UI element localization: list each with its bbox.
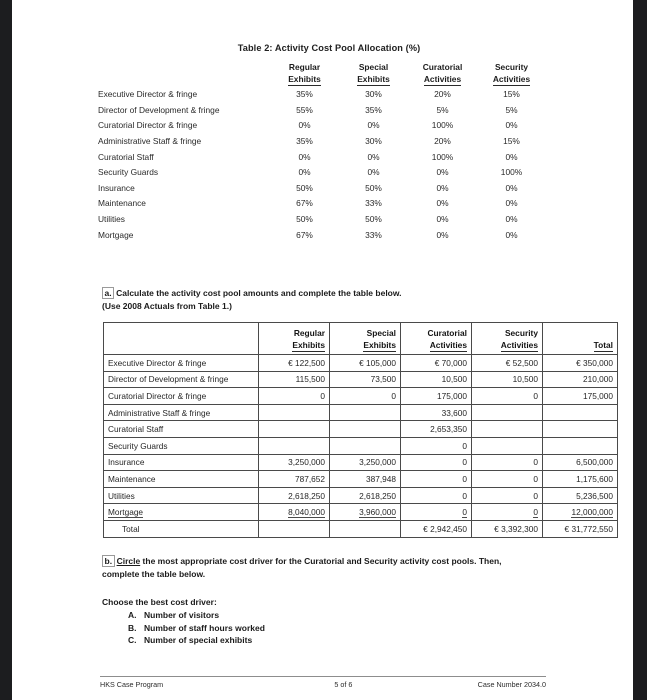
cell-security[interactable]	[472, 437, 543, 454]
cell-curatorial: 0%	[436, 198, 449, 209]
question-a-line1	[102, 287, 402, 300]
cell-special[interactable]	[330, 504, 401, 521]
cell-special: 0%	[367, 167, 380, 178]
table3-total-row	[104, 520, 618, 537]
cell-special[interactable]	[330, 404, 401, 421]
cell-regular[interactable]: 115,500	[259, 371, 330, 388]
row-label: Curatorial Director & fringe	[98, 120, 198, 131]
cell-security: 0%	[505, 120, 518, 131]
choice-option-b[interactable]	[102, 622, 265, 634]
table-row	[98, 181, 546, 197]
cell-total[interactable]	[543, 421, 618, 438]
cell-curatorial: 20%	[434, 89, 451, 100]
question-b-text: the most appropriate cost driver for the Curatorial and Security activity cost pools. Then,	[140, 556, 502, 566]
table2-header-security-activities	[477, 62, 546, 87]
table2-header-special-exhibits	[339, 62, 408, 87]
cell-total[interactable]	[543, 404, 618, 421]
table-row	[98, 87, 546, 103]
header-line1: Special	[358, 62, 389, 72]
header-line2: Activities	[424, 74, 461, 87]
question-b-marker: b.	[102, 555, 115, 567]
cell-special: 0%	[367, 151, 380, 162]
cell-regular[interactable]: 3,250,000	[259, 454, 330, 471]
row-label	[104, 504, 259, 521]
row-label: Executive Director & fringe	[104, 355, 259, 372]
table-row	[104, 421, 618, 438]
total-cell-special[interactable]	[330, 520, 401, 537]
choice-letter: B.	[128, 622, 137, 633]
cell-curatorial[interactable]: € 70,000	[401, 355, 472, 372]
choice-letter: A.	[128, 610, 137, 621]
total-cell-regular[interactable]	[259, 520, 330, 537]
row-label: Mortgage	[98, 229, 134, 240]
cell-special[interactable]: 0	[330, 388, 401, 405]
question-a-line2: (Use 2008 Actuals from Table 1.)	[102, 301, 232, 311]
cell-security: 15%	[503, 89, 520, 100]
cell-security: 0%	[505, 229, 518, 240]
table-row	[104, 355, 618, 372]
cell-regular[interactable]	[259, 421, 330, 438]
cell-regular: 67%	[296, 229, 313, 240]
table-row	[98, 118, 546, 134]
cell-value: 12,000,000	[571, 506, 613, 517]
cost-driver-choices	[102, 596, 265, 647]
cell-security: 0%	[505, 213, 518, 224]
cell-special[interactable]: 387,948	[330, 471, 401, 488]
footer-left: HKS Case Program	[100, 680, 164, 689]
header-line2: Activities	[493, 74, 530, 87]
cell-security: 0%	[505, 151, 518, 162]
cell-curatorial: 0%	[436, 229, 449, 240]
cell-special: 30%	[365, 135, 382, 146]
cell-value: 0	[533, 506, 538, 517]
table2	[98, 62, 546, 243]
cell-security: 0%	[505, 182, 518, 193]
cell-regular: 67%	[296, 198, 313, 209]
cell-regular: 0%	[298, 120, 311, 131]
cell-total[interactable]: 210,000	[543, 371, 618, 388]
cell-curatorial[interactable]: 33,600	[401, 404, 472, 421]
cell-curatorial: 0%	[436, 213, 449, 224]
table-row	[104, 454, 618, 471]
table3-header-regular-exhibits	[259, 323, 330, 355]
cell-curatorial[interactable]: 0	[401, 454, 472, 471]
cell-regular: 35%	[296, 89, 313, 100]
table3-header-row	[104, 323, 618, 355]
row-label: Curatorial Staff	[98, 151, 154, 162]
table2-header-curatorial-activities	[408, 62, 477, 87]
header-line2: Activities	[430, 340, 467, 352]
header-line2: Exhibits	[292, 340, 325, 352]
table3-header-curatorial-activities	[401, 323, 472, 355]
cell-total[interactable]: 5,236,500	[543, 487, 618, 504]
cell-total[interactable]: 1,175,600	[543, 471, 618, 488]
cell-regular: 0%	[298, 167, 311, 178]
cell-regular[interactable]	[259, 437, 330, 454]
cell-security: 0%	[505, 198, 518, 209]
table2-section	[98, 43, 546, 243]
question-b-line1	[102, 555, 502, 568]
cell-special[interactable]: 3,250,000	[330, 454, 401, 471]
footer-page-number: 5 of 6	[334, 680, 353, 689]
choice-text: Number of special exhibits	[144, 635, 253, 646]
cell-special: 33%	[365, 229, 382, 240]
table3-header-special-exhibits	[330, 323, 401, 355]
cell-special: 50%	[365, 182, 382, 193]
table-row	[98, 103, 546, 119]
header-line2: Exhibits	[363, 340, 396, 352]
cell-security[interactable]	[472, 504, 543, 521]
table3-header-blank	[104, 323, 259, 355]
table-row	[104, 388, 618, 405]
cell-security: 100%	[500, 167, 523, 178]
cell-special[interactable]: 2,618,250	[330, 487, 401, 504]
cell-special: 33%	[365, 198, 382, 209]
cell-total[interactable]: 175,000	[543, 388, 618, 405]
choice-option-a[interactable]	[102, 609, 265, 621]
table3-header-security-activities	[472, 323, 543, 355]
cell-security[interactable]	[472, 421, 543, 438]
cell-special[interactable]: € 105,000	[330, 355, 401, 372]
choice-text: Number of staff hours worked	[144, 622, 265, 633]
table2-header-row	[98, 62, 546, 87]
table2-header-blank	[98, 62, 270, 87]
row-label: Curatorial Staff	[104, 421, 259, 438]
row-label: Security Guards	[104, 437, 259, 454]
cell-total[interactable]	[543, 437, 618, 454]
header-line1: Special	[366, 328, 396, 339]
footer-right: Case Number 2034.0	[477, 680, 546, 689]
cell-security[interactable]: € 52,500	[472, 355, 543, 372]
total-cell-curatorial[interactable]: € 2,942,450	[401, 520, 472, 537]
choice-option-c[interactable]	[102, 634, 265, 646]
header-line1: Security	[504, 328, 538, 339]
page-footer	[100, 676, 546, 689]
header-line1: Regular	[288, 62, 321, 72]
table3-section	[103, 322, 613, 538]
row-label: Maintenance	[98, 198, 146, 209]
cell-regular: 35%	[296, 135, 313, 146]
cell-regular[interactable]	[259, 504, 330, 521]
table-row	[104, 471, 618, 488]
table-row	[98, 150, 546, 166]
cell-curatorial: 100%	[431, 120, 454, 131]
row-label: Curatorial Director & fringe	[104, 388, 259, 405]
table-row	[104, 437, 618, 454]
header-line1: Curatorial	[422, 62, 463, 72]
header-line2: Activities	[501, 340, 538, 352]
cell-regular[interactable]: 0	[259, 388, 330, 405]
header-line1: Security	[494, 62, 529, 72]
cell-curatorial[interactable]: 0	[401, 471, 472, 488]
table-row	[104, 504, 618, 521]
cell-security[interactable]: 0	[472, 471, 543, 488]
table-row	[98, 212, 546, 228]
choice-letter: C.	[128, 635, 137, 646]
row-label: Director of Development & fringe	[98, 104, 220, 115]
cell-regular: 50%	[296, 182, 313, 193]
cell-total[interactable]: 6,500,000	[543, 454, 618, 471]
table-row	[98, 228, 546, 244]
document-page	[12, 0, 633, 700]
cell-special[interactable]: 73,500	[330, 371, 401, 388]
cell-curatorial: 100%	[431, 151, 454, 162]
question-b-line2: complete the table below.	[102, 569, 206, 579]
cell-special[interactable]	[330, 421, 401, 438]
cell-curatorial[interactable]: 10,500	[401, 371, 472, 388]
cell-special: 50%	[365, 213, 382, 224]
row-label: Director of Development & fringe	[104, 371, 259, 388]
cell-security[interactable]: 10,500	[472, 371, 543, 388]
row-label: Utilities	[98, 213, 125, 224]
row-label: Maintenance	[104, 471, 259, 488]
cell-regular: 50%	[296, 213, 313, 224]
table-row	[104, 487, 618, 504]
cell-security[interactable]: 0	[472, 388, 543, 405]
cell-special: 30%	[365, 89, 382, 100]
cell-special: 35%	[365, 104, 382, 115]
table-row	[98, 134, 546, 150]
cell-curatorial: 0%	[436, 182, 449, 193]
cell-total[interactable]: € 350,000	[543, 355, 618, 372]
cell-curatorial[interactable]: 0	[401, 487, 472, 504]
table-row	[98, 196, 546, 212]
row-label: Executive Director & fringe	[98, 89, 198, 100]
cell-total[interactable]	[543, 504, 618, 521]
row-label: Utilities	[104, 487, 259, 504]
row-label: Administrative Staff & fringe	[104, 404, 259, 421]
cell-curatorial: 20%	[434, 135, 451, 146]
cell-curatorial[interactable]: 2,653,350	[401, 421, 472, 438]
table3-header-total	[543, 323, 618, 355]
cell-security: 15%	[503, 135, 520, 146]
header-line2: Exhibits	[288, 74, 321, 87]
table3	[103, 322, 618, 538]
row-label: Security Guards	[98, 167, 159, 178]
table2-header-regular-exhibits	[270, 62, 339, 87]
cell-security[interactable]: 0	[472, 487, 543, 504]
table-row	[98, 165, 546, 181]
cell-regular[interactable]: 787,652	[259, 471, 330, 488]
cell-value: 3,960,000	[359, 506, 396, 517]
cell-curatorial[interactable]: 175,000	[401, 388, 472, 405]
cell-regular[interactable]: € 122,500	[259, 355, 330, 372]
cell-special: 0%	[367, 120, 380, 131]
choices-header: Choose the best cost driver:	[102, 597, 217, 607]
total-row-label: Total	[104, 520, 259, 537]
choice-text: Number of visitors	[144, 610, 220, 621]
table2-title: Table 2: Activity Cost Pool Allocation (%)	[237, 43, 421, 53]
row-label: Insurance	[98, 182, 135, 193]
row-label: Insurance	[104, 454, 259, 471]
cell-regular: 55%	[296, 104, 313, 115]
question-a-text: Calculate the activity cost pool amounts and complete the table below.	[116, 288, 402, 298]
cell-security[interactable]: 0	[472, 454, 543, 471]
cell-regular: 0%	[298, 151, 311, 162]
cell-curatorial: 5%	[436, 104, 449, 115]
cell-curatorial[interactable]	[401, 504, 472, 521]
cell-curatorial: 0%	[436, 167, 449, 178]
row-label-text: Mortgage	[108, 506, 144, 517]
header-line2: Exhibits	[357, 74, 390, 87]
row-label: Administrative Staff & fringe	[98, 135, 202, 146]
table-row	[104, 371, 618, 388]
cell-security[interactable]	[472, 404, 543, 421]
total-cell-total[interactable]: € 31,772,550	[543, 520, 618, 537]
cell-regular[interactable]	[259, 404, 330, 421]
cell-value: 8,040,000	[288, 506, 325, 517]
question-b-circle-word: Circle	[116, 556, 141, 566]
cell-security: 5%	[505, 104, 518, 115]
table-row	[104, 404, 618, 421]
cell-curatorial[interactable]: 0	[401, 437, 472, 454]
question-a-marker: a.	[102, 287, 114, 299]
total-cell-security[interactable]: € 3,392,300	[472, 520, 543, 537]
header-line1: Curatorial	[427, 328, 467, 339]
header-line1: Regular	[293, 328, 325, 339]
cell-regular[interactable]: 2,618,250	[259, 487, 330, 504]
cell-value: 0	[462, 506, 467, 517]
cell-special[interactable]	[330, 437, 401, 454]
header-line2: Total	[594, 340, 613, 352]
